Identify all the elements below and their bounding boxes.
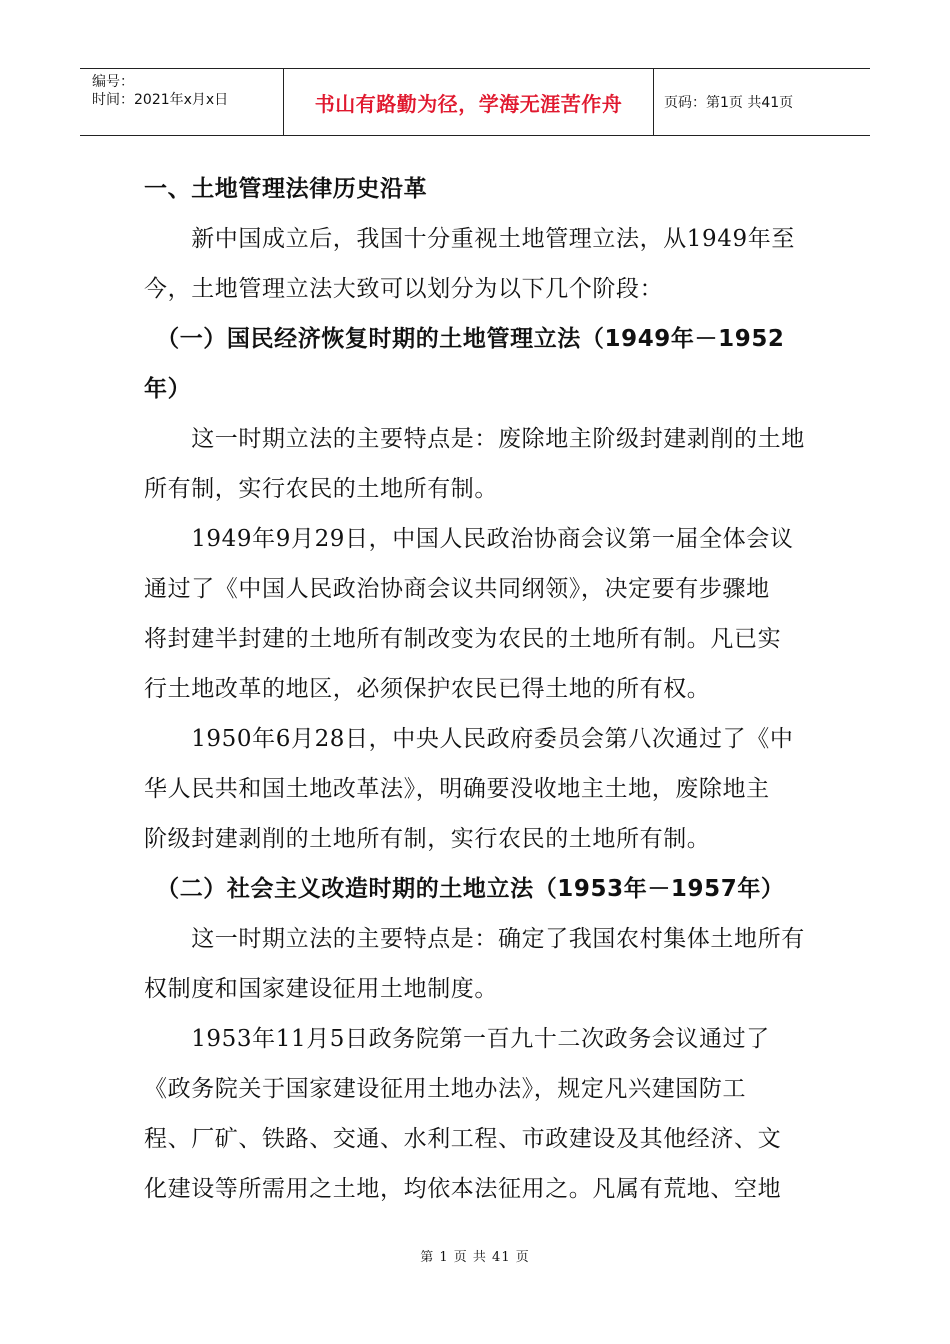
subsection-heading: （一）国民经济恢复时期的土地管理立法（1949年－1952 xyxy=(144,326,785,352)
paragraph-line: 新中国成立后，我国十分重视土地管理立法，从1949年至 xyxy=(144,226,795,252)
paragraph-line: 行土地改革的地区，必须保护农民已得土地的所有权。 xyxy=(144,676,711,702)
number-label: 编号： xyxy=(92,74,134,90)
subsection-heading: 年） xyxy=(144,376,192,402)
header-motto-cell xyxy=(284,69,654,135)
paragraph-line: 权制度和国家建设征用土地制度。 xyxy=(144,976,498,1002)
paragraph-line: 《政务院关于国家建设征用土地办法》，规定凡兴建国防工 xyxy=(144,1076,747,1102)
paragraph-line: 1949年9月29日，中国人民政治协商会议第一届全体会议 xyxy=(144,526,794,552)
page-info: 页码：第1页 共41页 xyxy=(664,95,794,111)
paragraph-line: 所有制，实行农民的土地所有制。 xyxy=(144,476,498,502)
document-header xyxy=(80,68,870,136)
document-body xyxy=(144,164,809,1214)
motto-text: 书山有路勤为径，学海无涯苦作舟 xyxy=(314,91,623,116)
paragraph-line: 这一时期立法的主要特点是：确定了我国农村集体土地所有 xyxy=(144,926,805,952)
paragraph-line: 程、厂矿、铁路、交通、水利工程、市政建设及其他经济、文 xyxy=(144,1126,782,1152)
paragraph-line: 今，土地管理立法大致可以划分为以下几个阶段： xyxy=(144,276,664,302)
paragraph-line: 1950年6月28日，中央人民政府委员会第八次通过了《中 xyxy=(144,726,794,752)
paragraph-line: 华人民共和国土地改革法》，明确要没收地主土地，废除地主 xyxy=(144,776,770,802)
paragraph-line: 阶级封建剥削的土地所有制，实行农民的土地所有制。 xyxy=(144,826,711,852)
paragraph-line: 这一时期立法的主要特点是：废除地主阶级封建剥削的土地 xyxy=(144,426,805,452)
paragraph-line: 1953年11月5日政务院第一百九十二次政务会议通过了 xyxy=(144,1026,770,1052)
time-label: 时间：2021年x月x日 xyxy=(92,92,229,108)
header-meta-cell xyxy=(80,69,284,135)
paragraph-line: 化建设等所需用之土地，均依本法征用之。凡属有荒地、空地 xyxy=(144,1176,782,1202)
header-page-cell xyxy=(654,69,870,135)
paragraph-line: 通过了《中国人民政治协商会议共同纲领》，决定要有步骤地 xyxy=(144,576,770,602)
page-footer: 第 1 页 共 41 页 xyxy=(420,1250,530,1265)
section-heading: 一、土地管理法律历史沿革 xyxy=(144,176,428,202)
subsection-heading: （二）社会主义改造时期的土地立法（1953年－1957年） xyxy=(144,876,785,902)
paragraph-line: 将封建半封建的土地所有制改变为农民的土地所有制。凡已实 xyxy=(144,626,782,652)
